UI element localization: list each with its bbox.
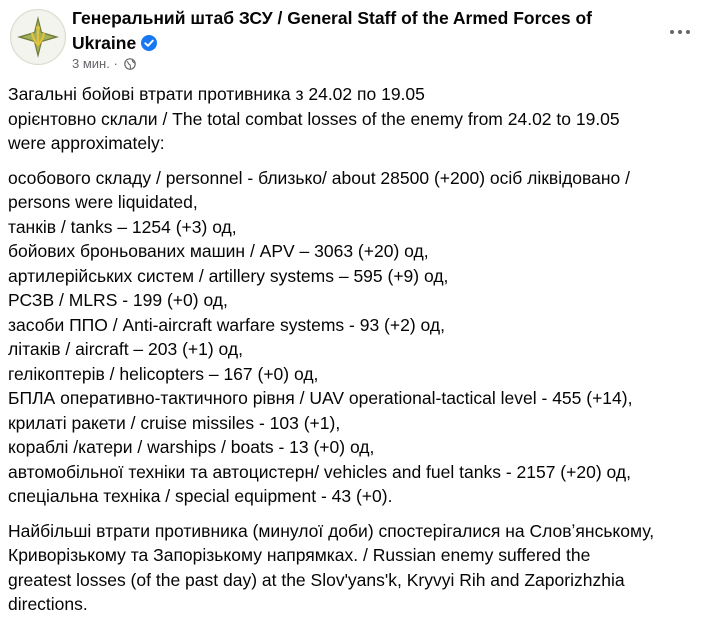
loss-line: кораблі /катери / warships / boats - 13 (+0) од, — [8, 437, 375, 457]
loss-line: спеціальна техніка / special equipment - 43 (+0). — [8, 486, 393, 506]
post-text — [8, 82, 708, 627]
author-name-line2[interactable]: Ukraine — [72, 33, 137, 53]
more-options-icon[interactable] — [662, 16, 698, 46]
loss-line: РСЗВ / MLRS - 199 (+0) од, — [8, 290, 228, 310]
loss-line: особового складу / personnel - близько/ about 28500 (+200) осіб ліквідовано / — [8, 167, 630, 188]
losses-list — [8, 166, 708, 509]
loss-line: артилерійських систем / artillery systems – 595 (+9) од, — [8, 265, 449, 286]
intro-paragraph — [8, 82, 708, 156]
text-line: Найбільші втрати противника (минулої доби) спостерігалися на Словʼянському, — [8, 520, 655, 541]
loss-line: БПЛА оперативно-тактичного рівня / UAV operational-tactical level - 455 (+14), — [8, 388, 633, 408]
text-line: directions. — [8, 594, 88, 614]
loss-line: танків / tanks – 1254 (+3) од, — [8, 216, 237, 237]
meta-separator: · — [113, 56, 118, 71]
post-timestamp[interactable]: 3 мин. — [72, 56, 110, 71]
loss-line: засоби ППО / Anti-aircraft warfare systems - 93 (+2) од, — [8, 314, 445, 335]
text-line: greatest losses (of the past day) at the Slov'yans'k, Kryvyi Rih and Zaporizhzhia — [8, 569, 625, 590]
verified-badge-icon — [141, 33, 157, 49]
loss-line: літаків / aircraft – 203 (+1) од, — [8, 339, 243, 359]
loss-line: автомобільної техніки та автоцистерн/ vehicles and fuel tanks - 2157 (+20) од, — [8, 461, 631, 482]
post-author-name[interactable] — [72, 6, 632, 56]
globe-icon[interactable] — [124, 58, 136, 70]
loss-line: persons were liquidated, — [8, 192, 198, 212]
text-line: were approximately: — [8, 133, 165, 153]
emblem-icon[interactable] — [10, 9, 66, 65]
post-header — [8, 6, 708, 76]
text-line: Криворізькому та Запорізькому напрямках. / Russian enemy suffered the — [8, 545, 591, 565]
loss-line: бойових броньованих машин / APV – 3063 (+20) од, — [8, 241, 429, 261]
loss-line: крилаті ракети / cruise missiles - 103 (+1), — [8, 412, 341, 433]
closing-paragraph — [8, 519, 708, 617]
post-meta — [72, 56, 136, 72]
text-line: Загальні бойові втрати противника з 24.02 по 19.05 — [8, 84, 425, 104]
author-name-line1[interactable]: Генеральний штаб ЗСУ / General Staff of the Armed Forces of — [72, 8, 592, 28]
text-line: орієнтовно склали / The total combat losses of the enemy from 24.02 to 19.05 — [8, 108, 620, 129]
loss-line: гелікоптерів / helicopters – 167 (+0) од, — [8, 363, 319, 384]
